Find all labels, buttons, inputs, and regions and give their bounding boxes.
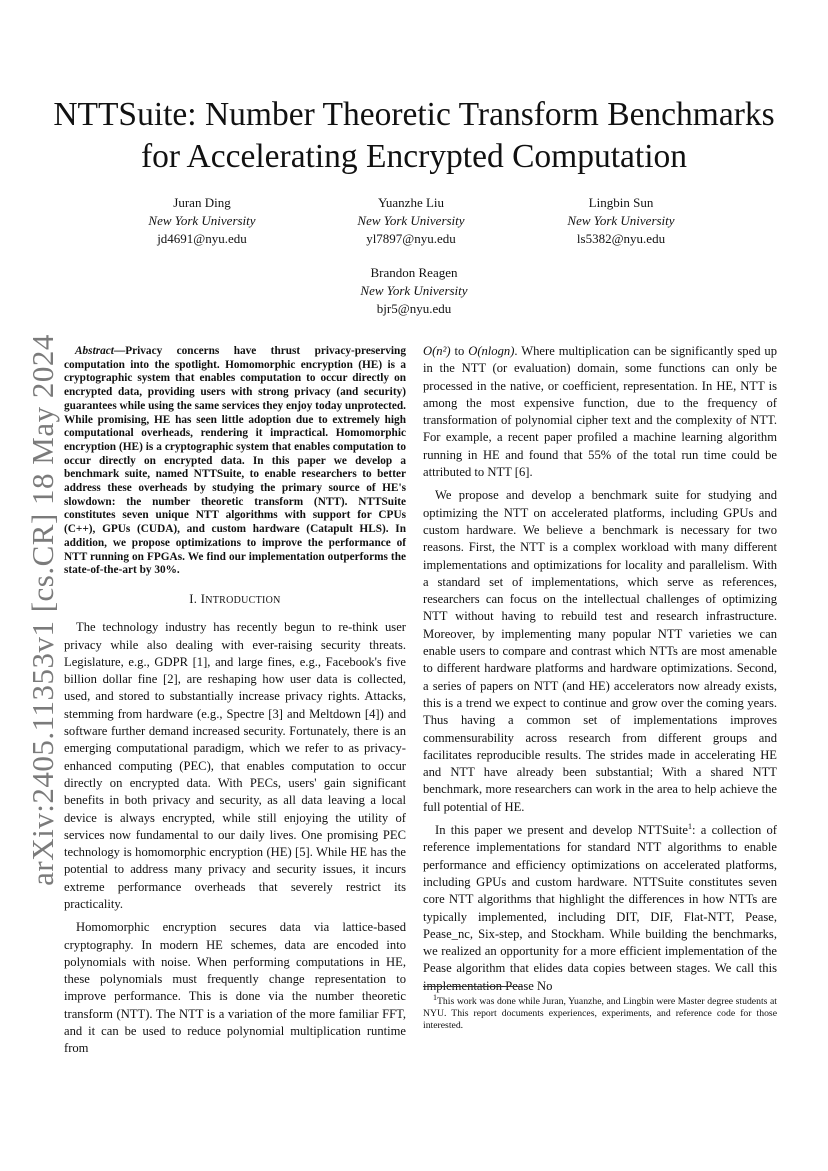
author-name: Yuanzhe Liu xyxy=(377,195,445,210)
paragraph: Homomorphic encryption secures data via lattice-based cryptography. In modern HE schemes, data are encoded into polynomials with noise. When performing computations in HE, these polynomials must frequently change representation to improve performance. This is done via the number theoretic transform (NTT). The NTT is a variation of the more familiar FFT, and it can be used to reduce polynomial multiplication runtime from xyxy=(64,920,406,1056)
math-complexity-to: O(nlogn) xyxy=(468,344,515,358)
paragraph xyxy=(423,343,777,481)
footnote xyxy=(423,992,777,1033)
abstract xyxy=(64,345,406,578)
section-title-initial: I xyxy=(200,591,206,606)
author-block xyxy=(309,264,519,318)
author-affiliation: New York University xyxy=(357,213,465,228)
footnote-divider xyxy=(423,986,523,987)
paragraph: The technology industry has recently begun to re-think user privacy while also dealing with ever-raising security threats. Legislature, e.g., GDPR [1], and large fines, e.g., Facebook's five billion dollar fine [2], are reshaping how user data is collected, used, and stored to substantially increase privacy rights. Attacks, stemming from hardware (e.g., Spectre [3] and Meltdown [4]) and software further demand increased security. Fortunately, there is an emerging computational paradigm, which we refer to as privacy-enhanced computing (PEC), that enables computation to occur directly on encrypted data. With PECs, users' gain significant benefits in both privacy and security, as all data leaving a local device is always encrypted, while still enjoying the utility of services now fundamental to our daily lives. One promising PEC technology is homomorphic encryption (HE) [5]. While HE has the potential to address many privacy and security issues, it incurs extreme performance overheads that severely restrict its practicality. xyxy=(64,620,406,911)
author-block xyxy=(516,194,726,248)
abstract-label: Abstract xyxy=(75,345,114,357)
author-block xyxy=(97,194,307,248)
footnote-mark: 1 xyxy=(687,821,692,831)
left-column xyxy=(64,345,406,1064)
author-affiliation: New York University xyxy=(567,213,675,228)
author-name: Lingbin Sun xyxy=(588,195,654,210)
arxiv-identifier: arXiv:2405.11353v1 [cs.CR] 18 May 2024 xyxy=(25,334,60,886)
author-name: Brandon Reagen xyxy=(370,265,458,280)
author-block xyxy=(306,194,516,248)
paragraph-text: : a collection of reference implementations for standard NTT algorithms to enable performance and efficiency optimizations on accelerated platforms, including GPUs and custom hardware. NTTSuite constitutes seven core NTT algorithms that highlight the differences in how NTTs are typically implemented, including DIT, DIF, Flat-NTT, Pease, Pease_nc, Six-step, and Stockham. While building the benchmarks, we realized an opportunity for a more efficient implementation of the Pease algorithm that elides data copies between stages. We call this implementation Pease No xyxy=(423,823,777,993)
paragraph-text: . Where multiplication can be significantly sped up in the NTT (or evaluation) domain, some functions can only be processed in the native, or coefficient, representation. In HE, NTT is among the most expensive function, due to the frequency of transformation of polynomial cipher text and the complexity of NTT. For example, a recent paper profiled a machine learning algorithm running in HE and found that 55% of the total run time could be attributed to NTT [6]. xyxy=(423,344,778,480)
author-email: yl7897@nyu.edu xyxy=(366,231,456,246)
author-affiliation: New York University xyxy=(360,283,468,298)
author-email: jd4691@nyu.edu xyxy=(157,231,247,246)
math-complexity-from: O(n²) xyxy=(423,344,451,358)
author-name: Juran Ding xyxy=(173,195,231,210)
abstract-text: —Privacy concerns have thrust privacy-preserving computation into the spotlight. Homomorphic encryption (HE) is a cryptographic system that enables computation to occur directly on encrypted data, providing users with strong privacy (and security) guarantees while using the same services they enjoy today unprotected. While promising, HE has seen little adoption due to extremely high computational overheads, rendering it impractical. Homomorphic encryption (HE) is a cryptographic system that enables computation to occur directly on encrypted data. In this paper we develop a benchmark suite, named NTTSuite, to enable researchers to better address these overheads by studying the primary source of HE's slowdown: the number theoretic transform (NTT). NTTSuite constitutes seven unique NTT algorithms with support for CPUs (C++), GPUs (CUDA), and custom hardware (Catapult HLS). In addition, we propose optimizations to improve the performance of NTT running on FPGAs. We find our implementation outperforms the state-of-the-art by 30%. xyxy=(64,345,406,577)
author-affiliation: New York University xyxy=(148,213,256,228)
paragraph-text: In this paper we present and develop NTTSuite xyxy=(435,823,688,838)
footnote-number: 1 xyxy=(433,992,437,1002)
section-heading xyxy=(64,591,406,609)
inline-text: to xyxy=(450,344,469,358)
section-number: I. xyxy=(189,591,198,606)
paragraph xyxy=(423,822,777,995)
author-email: bjr5@nyu.edu xyxy=(376,301,452,316)
paper-title: NTTSuite: Number Theoretic Transform Benchmarks for Accelerating Encrypted Computation xyxy=(53,96,775,175)
author-email: ls5382@nyu.edu xyxy=(576,231,666,246)
right-column xyxy=(423,343,777,1001)
footnote-text: This work was done while Juran, Yuanzhe, and Lingbin were Master degree students at NYU. This report documents experiences, experiments, and reference code for those interested. xyxy=(423,996,777,1032)
paragraph: We propose and develop a benchmark suite for studying and optimizing the NTT on accelerated platforms, including GPUs and custom hardware. We believe a benchmark is necessary for two reasons. First, the NTT is a complex workload with many different implementations and optimizations for locality and parallelism. With a standard set of implementations, which serve as references, researchers can focus on the intellectual challenges of optimizing NTT without having to rebuild test and research infrastructure. Moreover, by implementing many popular NTT varieties we can enable users to compare and contrast which NTTs are most amenable to different hardware platforms and hardware optimizations. Second, a series of papers on NTT (and HE) accelerators now already exists, this is a trend we expect to continue and grow over the coming years. Thus having a common set of implementations improves commensurability across research from different groups and facilitates reproducible results. The strides made in accelerating HE and NTT have already been substantial; With a shared NTT benchmark, more researchers can work in the area to help achieve the full potential of HE. xyxy=(423,488,777,814)
section-title-rest: NTRODUCTION xyxy=(205,594,281,606)
